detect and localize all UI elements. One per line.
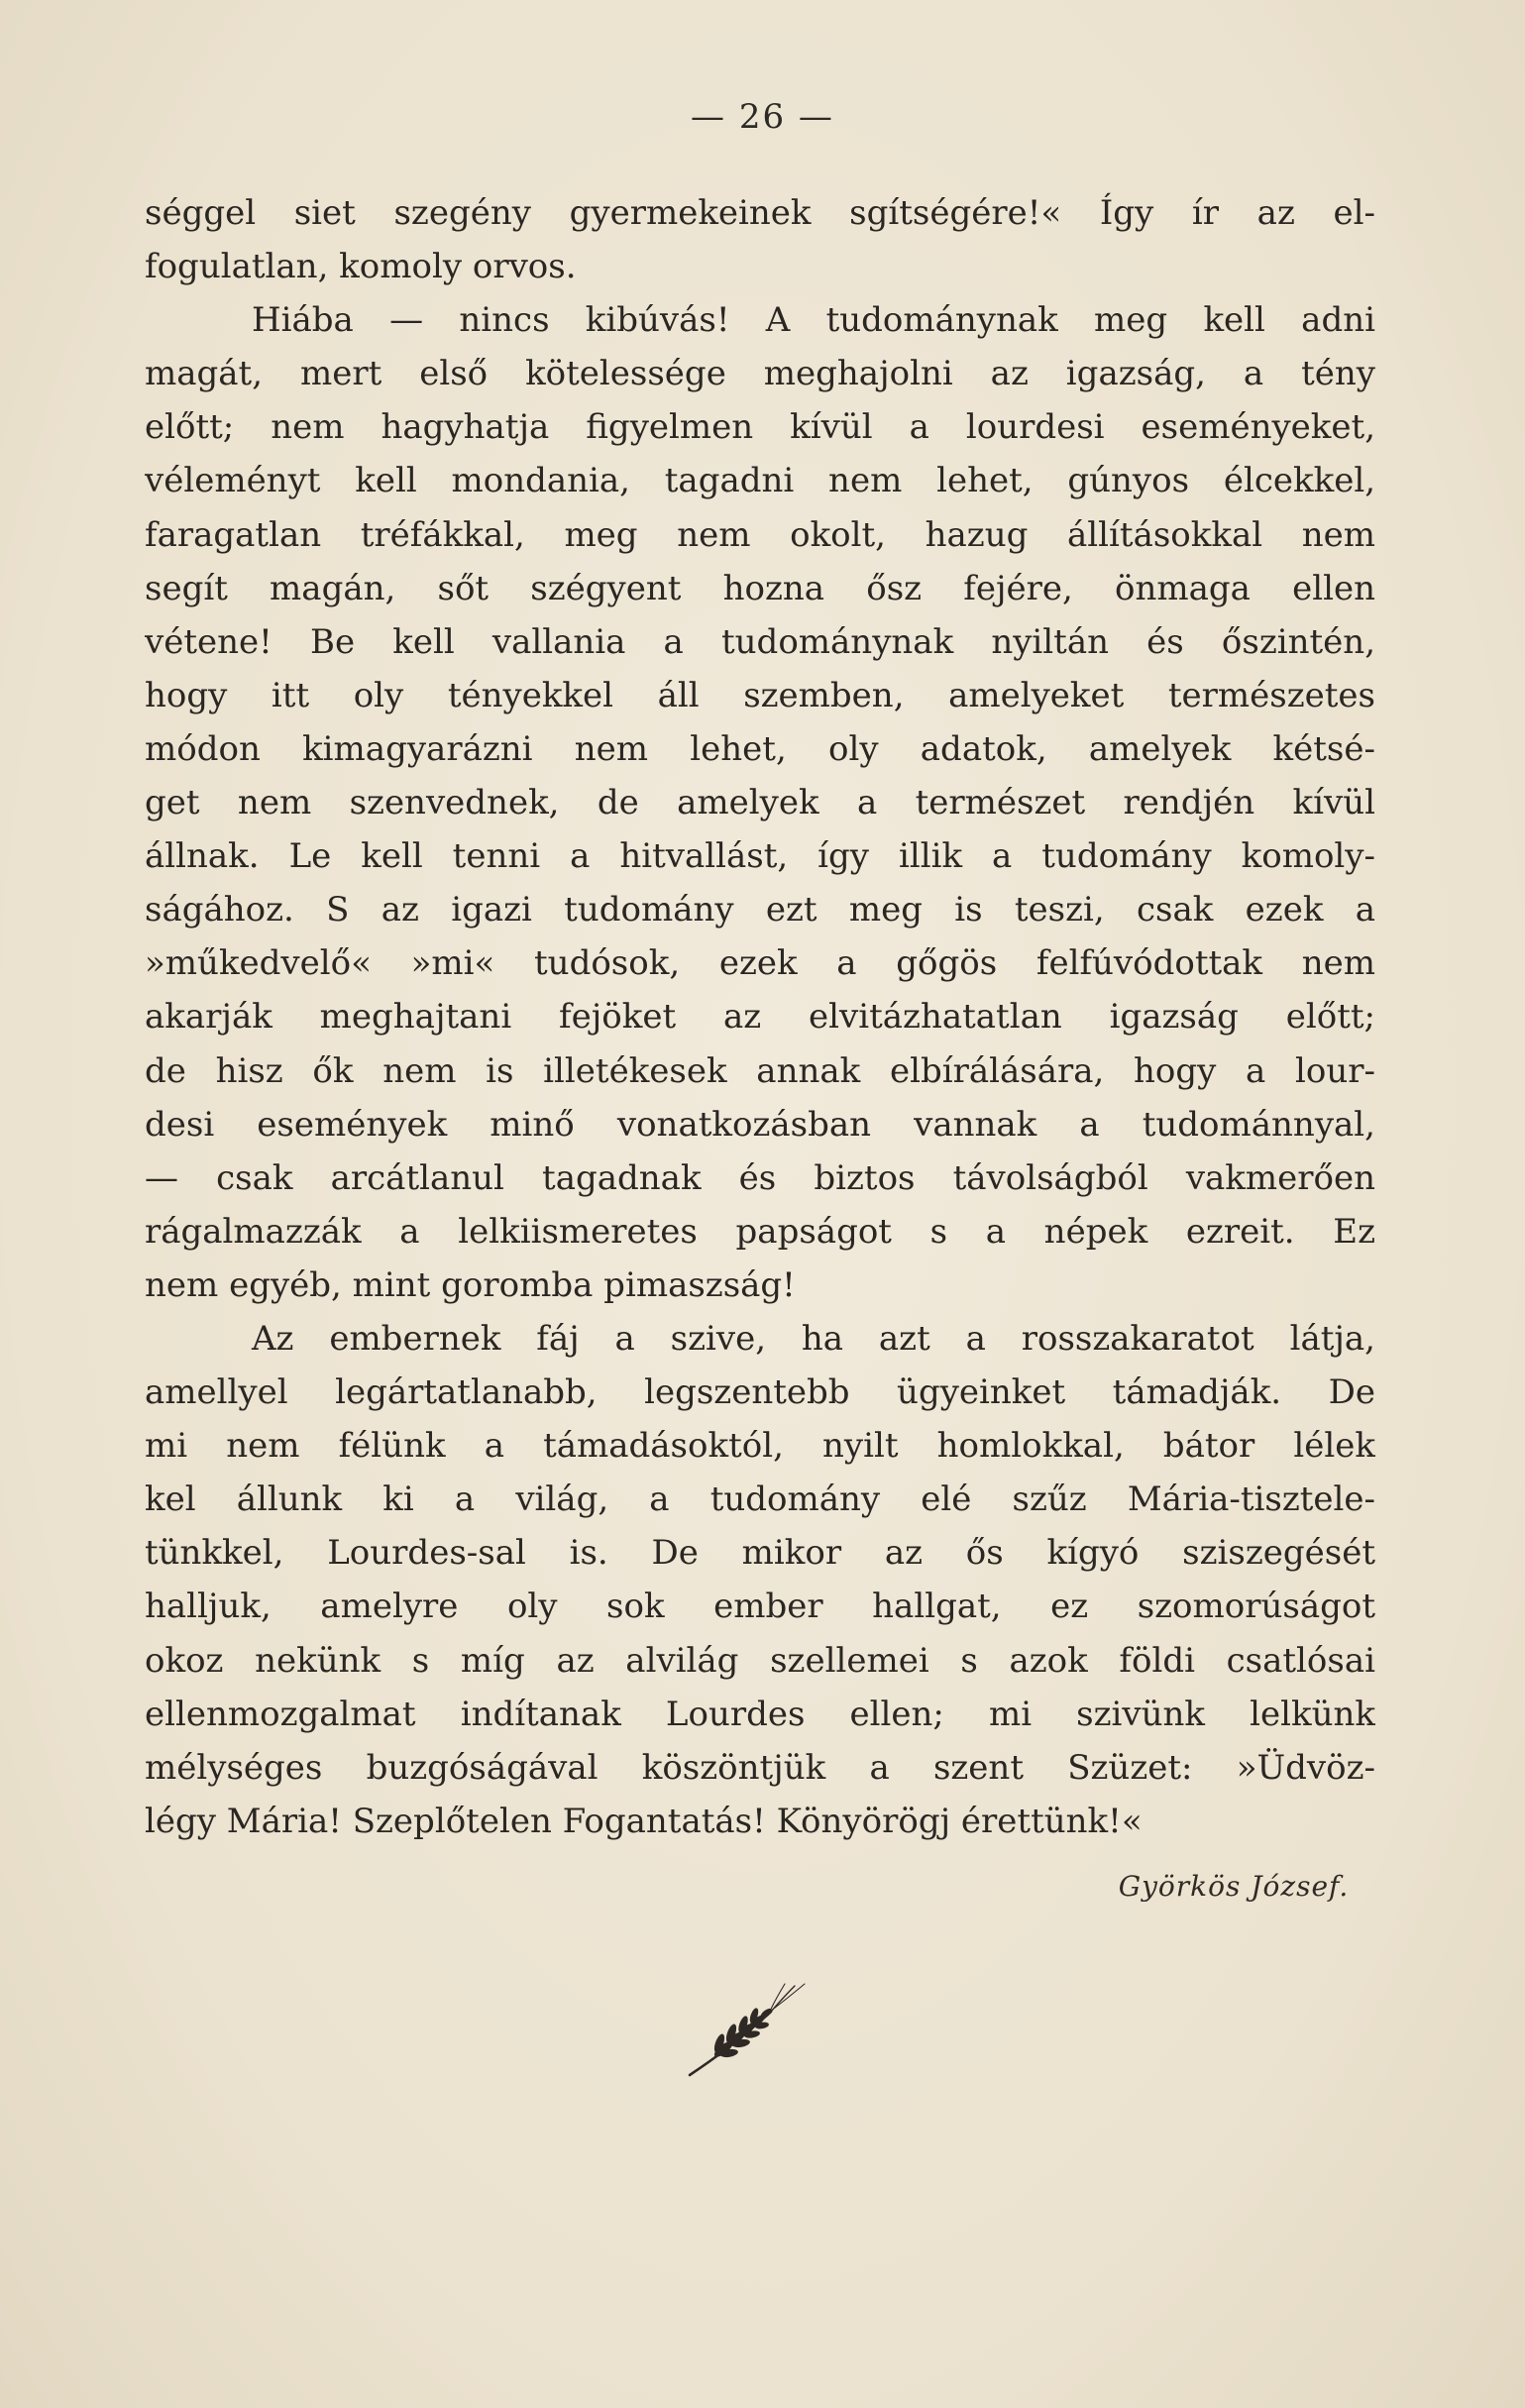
text-line: ellenmozgalmat indítanak Lourdes ellen; mi szivünk lelkünk [145,1694,1375,1734]
text-line: magát, mert első kötelessége meghajolni az igazság, a tény [145,354,1375,394]
page-number: — 26 — [691,97,834,137]
text-line: — csak arcátlanul tagadnak és biztos távolságból vakmerően [145,1157,1375,1198]
text-line: fogulatlan, komoly orvos. [145,247,577,287]
text-line: séggel siet szegény gyermekeinek sgítségére!« Így ír az el- [145,193,1375,233]
text-line: Hiába — nincs kibúvás! A tudománynak meg kell adni [252,300,1375,341]
body-text [145,186,1375,1848]
text-line: ságához. S az igazi tudomány ezt meg is teszi, csak ezek a [145,890,1375,930]
text-line: légy Mária! Szeplőtelen Fogantatás! Könyörögj érettünk!« [145,1801,1143,1841]
text-line: get nem szenvednek, de amelyek a természet rendjén kívül [145,783,1375,823]
text-line: desi események minő vonatkozásban vannak a tudománnyal, [145,1104,1375,1145]
text-line: »műkedvelő« »mi« tudósok, ezek a gőgös felfúvódottak nem [145,943,1375,984]
text-line: állnak. Le kell tenni a hitvallást, így illik a tudomány komoly- [145,836,1375,877]
text-line: véleményt kell mondania, tagadni nem lehet, gúnyos élcekkel, [145,461,1375,501]
text-line: segít magán, sőt szégyent hozna ősz fejére, önmaga ellen [145,568,1375,608]
text-line: rágalmazzák a lelkiismeretes papságot s a népek ezreit. Ez [145,1211,1375,1252]
text-line: Az embernek fáj a szive, ha azt a rosszakaratot látja, [252,1318,1375,1359]
text-line: kel állunk ki a világ, a tudomány elé szűz Mária-tisztele- [145,1479,1375,1520]
text-line: vétene! Be kell vallania a tudománynak nyiltán és őszintén, [145,621,1375,662]
text-line: okoz nekünk s míg az alvilág szellemei s azok földi csatlósai [145,1640,1375,1681]
author-signature: Györkös József. [1118,1870,1350,1903]
text-line: de hisz ők nem is illetékesek annak elbírálására, hogy a lour- [145,1050,1375,1091]
wheat-ear-icon [684,1982,813,2081]
text-line: tünkkel, Lourdes-sal is. De mikor az ős kígyó sziszegését [145,1533,1375,1574]
text-line: akarják meghajtani fejöket az elvitázhatatlan igazság előtt; [145,997,1375,1038]
text-line: halljuk, amelyre oly sok ember hallgat, ez szomorúságot [145,1587,1375,1627]
text-line: módon kimagyarázni nem lehet, oly adatok, amelyek kétsé- [145,728,1375,769]
text-line: nem egyéb, mint goromba pimaszság! [145,1264,796,1305]
text-line: előtt; nem hagyhatja figyelmen kívül a lourdesi eseményeket, [145,407,1375,448]
text-line: mi nem félünk a támadásoktól, nyilt homlokkal, bátor lélek [145,1426,1375,1467]
text-line: hogy itt oly tényekkel áll szemben, amelyeket természetes [145,675,1375,715]
text-line: mélységes buzgóságával köszöntjük a szent Szüzet: »Üdvöz- [145,1747,1375,1788]
text-line: amellyel legártatlanabb, legszentebb ügyeinket támadják. De [145,1372,1375,1413]
text-line: faragatlan tréfákkal, meg nem okolt, hazug állításokkal nem [145,514,1375,555]
